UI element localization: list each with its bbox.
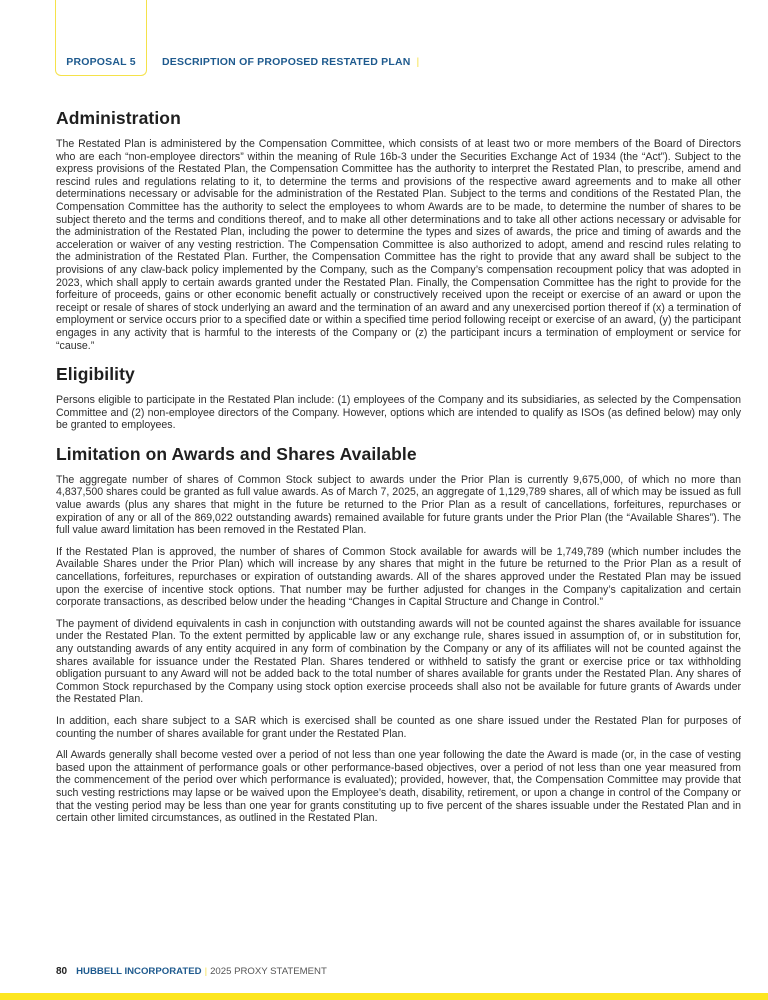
company-name: HUBBELL INCORPORATED — [76, 966, 202, 977]
document-body — [56, 108, 741, 837]
section-heading: Eligibility — [56, 364, 135, 385]
paragraph: If the Restated Plan is approved, the number of shares of Common Stock available for awards will be 1,749,789 (which number includes the Available Shares under the Prior Plan) which will increase by any shares that might in the future be returned to the Prior Plan as a result of cancellations, forfeitures, repurchases or expiration of outstanding awards. All of the shares approved under the Restated Plan may be issued upon the exercise of incentive stock options. That number may be further adjusted for changes in the Company’s capitalization and certain corporate transactions, as described below under the heading “Changes in Capital Structure and Change in Control.” — [56, 545, 741, 609]
paragraph: The payment of dividend equivalents in cash in conjunction with outstanding awards will not be counted against the shares available for issuance under the Restated Plan. To the extent permitted by applicable law or any exchange rule, shares issued in assumption of, or in substitution for, any outstanding awards of any entity acquired in any form of combination by the Company or any of its affiliates will not be counted against the shares available for issuance under the Restated Plan. Shares tendered or withheld to satisfy the grant or exercise price or tax withholding obligation pursuant to any Award will not be added back to the total number of shares available for grants under the Restated Plan. Any shares of Common Stock repurchased by the Company using stock option exercise proceeds shall also not be available for future grants of Awards under the Restated Plan. — [56, 617, 741, 706]
section-heading: Limitation on Awards and Shares Available — [56, 443, 417, 464]
paragraph: All Awards generally shall become vested over a period of not less than one year following the date the Award is made (or, in the case of vesting based upon the attainment of performance goals or other performance-based objectives, over a period of not less than one year measured from the commencement of the period over which performance is evaluated); provided, however, that, the Compensation Committee may provide that such vesting restrictions may lapse or be waived upon the Employee’s death, disability, retirement, or upon a change in control of the Company or that the vesting period may be less than one year for grants constituting up to five percent of the shares issuable under the Restated Plan and in certain other limited circumstances, as outlined in the Restated Plan. — [56, 749, 741, 825]
section-header — [162, 56, 419, 68]
section-title: DESCRIPTION OF PROPOSED RESTATED PLAN — [162, 56, 411, 68]
paragraph: The aggregate number of shares of Common Stock subject to awards under the Prior Plan is currently 9,675,000, of which no more than 4,837,500 shares could be granted as full value awards. As of March 7, 2025, an aggregate of 1,129,789 shares, all of which may be issued as full value awards (plus any shares that might in the future be returned to the Prior Plan as a result of cancellations, forfeitures, repurchases or expiration of any or all of the 869,022 outstanding awards) remained available for future grants under the Prior Plan (the “Available Shares”). The full value award limitation has been removed in the Restated Plan. — [56, 473, 741, 537]
page-footer — [56, 966, 327, 977]
proposal-tab-label: PROPOSAL 5 — [66, 56, 136, 68]
section-administration — [56, 108, 741, 352]
paragraph: In addition, each share subject to a SAR which is exercised shall be counted as one share issued under the Restated Plan for purposes of counting the number of shares available for grant under the Restated Plan. — [56, 714, 741, 740]
section-heading: Administration — [56, 108, 181, 128]
footer-accent-bar — [0, 993, 768, 1000]
header-divider: | — [416, 56, 420, 68]
section-eligibility — [56, 364, 741, 432]
page-number: 80 — [56, 966, 68, 977]
paragraph: The Restated Plan is administered by the Compensation Committee, which consists of at least two or more members of the Board of Directors who are each “non-employee directors” within the meaning of Rule 16b-3 under the Securities Exchange Act of 1934 (the “Act”). Subject to the express provisions of the Restated Plan, the Compensation Committee has the authority to interpret the Restated Plan, to prescribe, amend and rescind rules and regulations relating to it, to determine the terms and provisions of the respective award agreements and to make all other determinations necessary or advisable for the administration of the Restated Plan. Subject to the terms and conditions of the Restated Plan, the Compensation Committee has the authority to select the employees to whom Awards are to be made, to determine the number of shares to be subject thereto and the terms and conditions thereof, and to make all other determinations and to take all other actions necessary or advisable for the administration of the Restated Plan, including the power to determine the types and sizes of awards, the price and timing of awards and the acceleration or waiver of any vesting restriction. The Compensation Committee is also authorized to adopt, amend and rescind rules relating to the administration of the Restated Plan. Further, the Compensation Committee has the right to provide that any award shall be subject to the provisions of any claw-back policy implemented by the Company, such as the Company’s compensation recoupment policy that was adopted in 2023, which shall apply to certain awards granted under the Restated Plan. Finally, the Compensation Committee has the right to provide for the forfeiture of proceeds, gains or other economic benefit actually or constructively received upon the receipt or exercise of an award or upon the receipt or resale of shares of stock underlying an award and the termination of an award and any unexercised portion thereof if (x) a termination of employment or service occurs prior to a specified date or within a specified time period following receipt or exercise of an award, (y) the participant engages in any activity that is harmful to the interests of the Company or (z) the participant incurs a termination of employment or service for “cause.” — [56, 138, 741, 352]
footer-divider: | — [204, 966, 208, 977]
paragraph: Persons eligible to participate in the Restated Plan include: (1) employees of the Company and its subsidiaries, as selected by the Compensation Committee and (2) non-employee directors of the Company. However, options which are intended to qualify as ISOs (as defined below) may only be granted to employees. — [56, 394, 741, 432]
document-name: 2025 PROXY STATEMENT — [210, 966, 327, 977]
section-limitation — [56, 444, 741, 825]
